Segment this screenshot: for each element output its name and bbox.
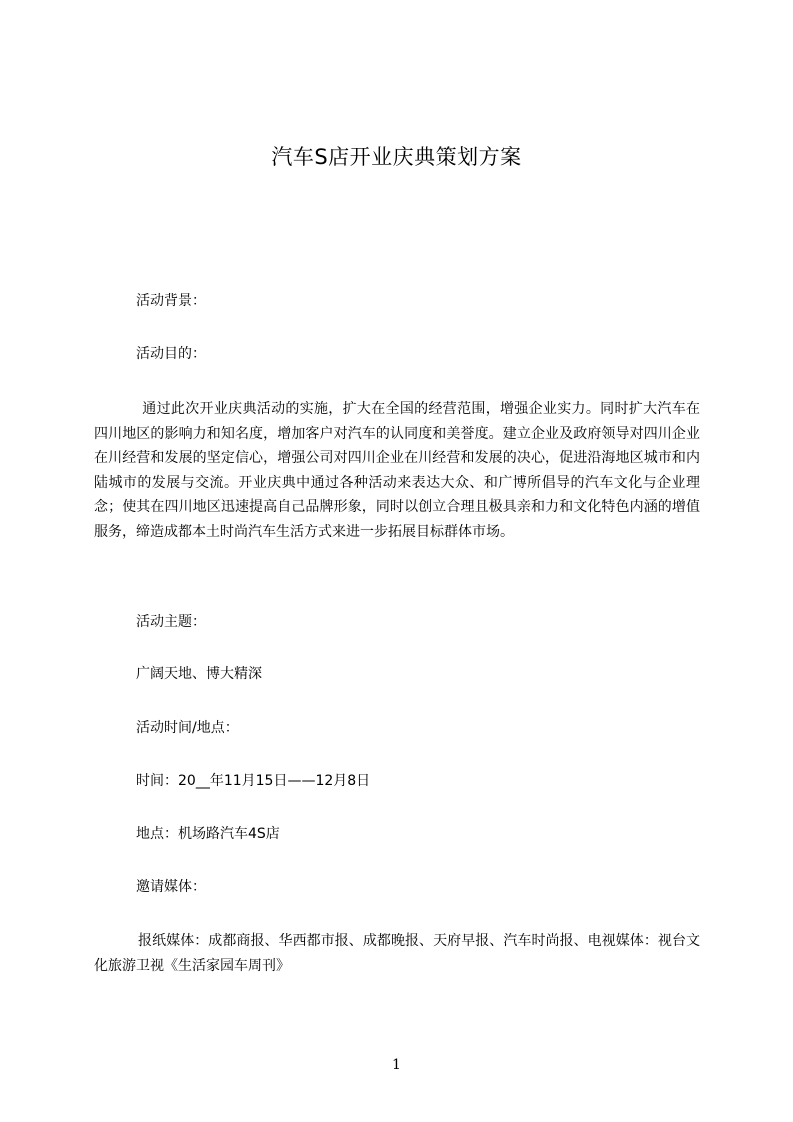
page-number: 1 [392,1057,401,1073]
theme-heading: 活动主题： [136,614,206,630]
background-heading: 活动背景： [136,293,206,309]
document-title: 汽车S店开业庆典策划方案 [271,145,522,169]
theme-body: 广阔天地、博大精深 [136,666,262,682]
media-paragraph [94,929,700,978]
time-place-heading: 活动时间/地点： [136,720,239,736]
media-body: 报纸媒体：成都商报、华西都市报、成都晚报、天府早报、汽车时尚报、电视媒体：视台文化旅游卫视《生活家园车周刊》 [94,933,700,974]
purpose-body: 通过此次开业庆典活动的实施，扩大在全国的经营范围，增强企业实力。同时扩大汽车在四川地区的影响力和知名度，增加客户对汽车的认同度和美誉度。建立企业及政府领导对四川企业在川经营和发展的坚定信心，增强公司对四川企业在川经营和发展的决心，促进沿海地区城市和内陆城市的发展与交流。开业庆典中通过各种活动来表达大众、和广博所倡导的汽车文化与企业理念；使其在四川地区迅速提高自己品牌形象，同时以创立合理且极具亲和力和文化特色内涵的增值服务，缔造成都本土时尚汽车生活方式来进一步拓展目标群体市场。 [94,401,700,540]
media-heading: 邀请媒体： [136,879,206,895]
purpose-paragraph [94,397,700,544]
place-line: 地点：机场路汽车4S店 [136,826,280,842]
time-line: 时间：20__年11月15日——12月8日 [136,773,371,789]
purpose-heading: 活动目的： [136,346,206,362]
